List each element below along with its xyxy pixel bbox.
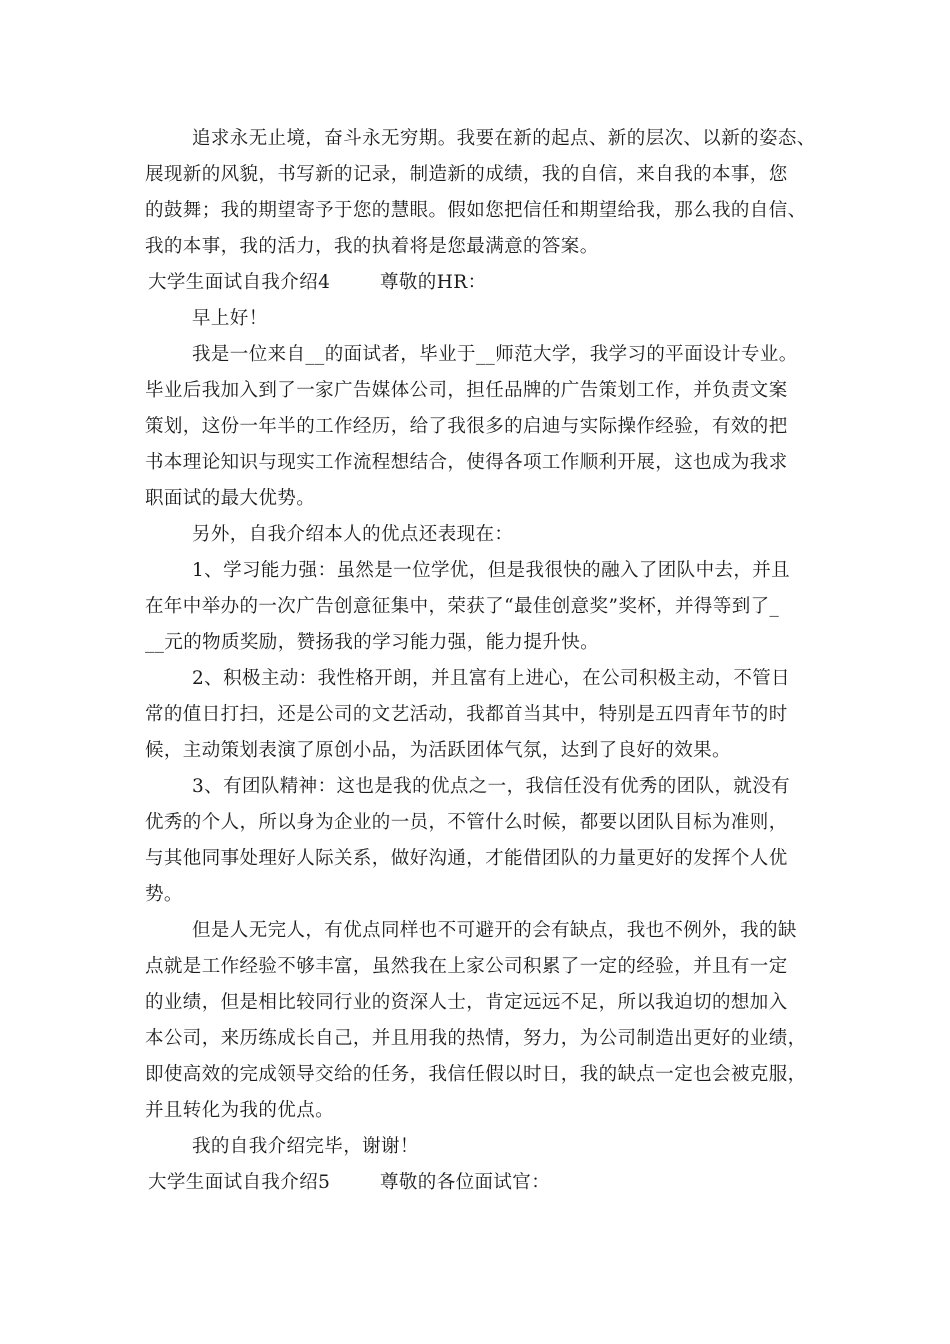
paragraph-line: 我的本事，我的活力，我的执着将是您最满意的答案。 — [145, 236, 599, 257]
paragraph-line: __元的物质奖励，赞扬我的学习能力强，能力提升快。 — [145, 632, 600, 653]
paragraph-line: 势。 — [145, 884, 183, 905]
salutation: 尊敬的HR： — [380, 272, 487, 293]
paragraph-line: 毕业后我加入到了一家广告媒体公司，担任品牌的广告策划工作，并负责文案 — [145, 380, 788, 401]
paragraph-line: 早上好！ — [192, 308, 268, 329]
salutation: 尊敬的各位面试官： — [380, 1172, 551, 1193]
paragraph-line: 追求永无止境，奋斗永无穷期。我要在新的起点、新的层次、以新的姿态、 — [192, 128, 816, 149]
paragraph-line: 在年中举办的一次广告创意征集中，荣获了“最佳创意奖”奖杯，并得等到了_ — [145, 596, 780, 617]
paragraph-line: 的鼓舞；我的期望寄予于您的慧眼。假如您把信任和期望给我，那么我的自信、 — [145, 200, 807, 221]
paragraph-line: 3、有团队精神：这也是我的优点之一，我信任没有优秀的团队，就没有 — [192, 776, 791, 797]
paragraph-line: 我是一位来自__的面试者，毕业于__师范大学，我学习的平面设计专业。 — [192, 344, 798, 365]
paragraph-line: 书本理论知识与现实工作流程想结合，使得各项工作顺利开展，这也成为我求 — [145, 452, 788, 473]
paragraph-line: 职面试的最大优势。 — [145, 488, 316, 509]
paragraph-line: 我的自我介绍完毕，谢谢！ — [192, 1136, 419, 1157]
paragraph-line: 与其他同事处理好人际关系，做好沟通，才能借团队的力量更好的发挥个人优 — [145, 848, 788, 869]
paragraph-line: 并且转化为我的优点。 — [145, 1100, 335, 1121]
paragraph-line: 策划，这份一年半的工作经历，给了我很多的启迪与实际操作经验，有效的把 — [145, 416, 788, 437]
paragraph-line: 1、学习能力强：虽然是一位学优，但是我很快的融入了团队中去，并且 — [192, 560, 791, 581]
section-heading — [148, 1171, 551, 1195]
section-title: 大学生面试自我介绍4 — [148, 272, 331, 293]
section-heading — [148, 271, 487, 295]
paragraph-line: 即使高效的完成领导交给的任务，我信任假以时日，我的缺点一定也会被克服， — [145, 1064, 807, 1085]
paragraph-line: 本公司，来历练成长自己，并且用我的热情，努力，为公司制造出更好的业绩， — [145, 1028, 807, 1049]
paragraph-line: 的业绩，但是相比较同行业的资深人士，肯定远远不足，所以我迫切的想加入 — [145, 992, 788, 1013]
paragraph-line: 常的值日打扫，还是公司的文艺活动，我都首当其中，特别是五四青年节的时 — [145, 704, 788, 725]
paragraph-line: 候，主动策划表演了原创小品，为活跃团体气氛，达到了良好的效果。 — [145, 740, 731, 761]
paragraph-line: 另外，自我介绍本人的优点还表现在： — [192, 524, 514, 545]
paragraph-line: 展现新的风貌，书写新的记录，制造新的成绩，我的自信，来自我的本事，您 — [145, 164, 788, 185]
paragraph-line: 但是人无完人，有优点同样也不可避开的会有缺点，我也不例外，我的缺 — [192, 920, 797, 941]
paragraph-line: 优秀的个人，所以身为企业的一员，不管什么时候，都要以团队目标为准则， — [145, 812, 788, 833]
paragraph-line: 点就是工作经验不够丰富，虽然我在上家公司积累了一定的经验，并且有一定 — [145, 956, 788, 977]
paragraph-line: 2、积极主动：我性格开朗，并且富有上进心，在公司积极主动，不管日 — [192, 668, 791, 689]
section-title: 大学生面试自我介绍5 — [148, 1172, 331, 1193]
